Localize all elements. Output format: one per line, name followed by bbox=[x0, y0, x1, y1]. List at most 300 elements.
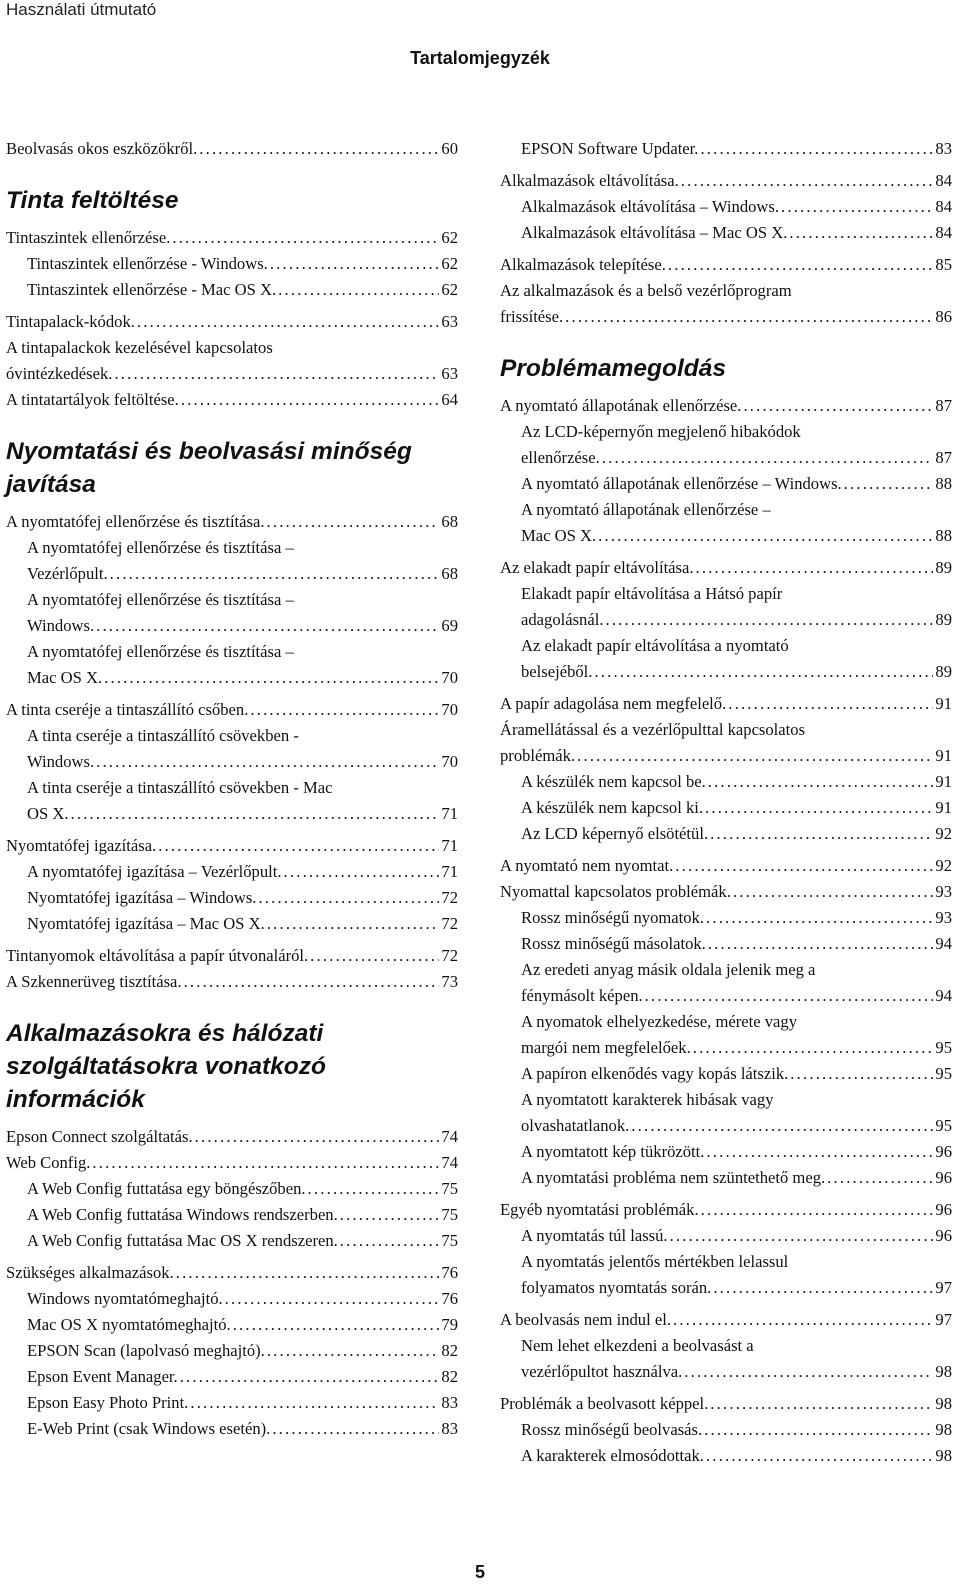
toc-entry-text: Mac OS X nyomtatómeghajtó. bbox=[27, 1315, 231, 1334]
toc-page-number: 83 bbox=[935, 139, 952, 158]
toc-entry[interactable] bbox=[500, 1197, 952, 1223]
toc-entry-text: Epson Easy Photo Print. bbox=[27, 1393, 189, 1412]
toc-entry[interactable] bbox=[6, 277, 458, 303]
toc-entry-text: A nyomtatófej igazítása – Vezérlőpult. bbox=[27, 862, 282, 881]
dot-leader bbox=[272, 1416, 439, 1442]
toc-entry[interactable] bbox=[500, 194, 952, 220]
dot-leader bbox=[137, 309, 440, 335]
toc-page-number: 91 bbox=[935, 694, 952, 713]
toc-entry[interactable] bbox=[500, 471, 952, 497]
toc-page-number: 98 bbox=[935, 1394, 952, 1413]
toc-entry-text: Alkalmazások eltávolítása – Windows. bbox=[521, 197, 780, 216]
toc-page-number: 63 bbox=[441, 312, 458, 331]
toc-entry-text: Tintanyomok eltávolítása a papír útvonaláról. bbox=[6, 946, 309, 965]
toc-entry-text: A Szkennerüveg tisztítása. bbox=[6, 972, 182, 991]
toc-page-number: 95 bbox=[935, 1038, 952, 1057]
dot-leader bbox=[670, 1223, 934, 1249]
dot-leader bbox=[96, 613, 439, 639]
toc-page-number: 84 bbox=[935, 171, 952, 190]
toc-page-number: 96 bbox=[935, 1226, 952, 1245]
toc-entry-text: EPSON Software Updater. bbox=[521, 139, 699, 158]
toc-entry[interactable] bbox=[6, 251, 458, 277]
dot-leader bbox=[181, 387, 440, 413]
toc-page-number: 96 bbox=[935, 1168, 952, 1187]
toc-entry[interactable] bbox=[6, 1176, 458, 1202]
dot-leader bbox=[710, 821, 933, 847]
toc-left-column bbox=[6, 136, 458, 1442]
toc-section-heading bbox=[6, 435, 458, 501]
toc-entry[interactable] bbox=[6, 1312, 458, 1338]
dot-leader bbox=[310, 943, 439, 969]
toc-page-number: 94 bbox=[935, 934, 952, 953]
dot-leader bbox=[71, 801, 440, 827]
toc-entry-text: Alkalmazások telepítése. bbox=[500, 255, 666, 274]
toc-entry-text: A nyomtató állapotának ellenőrzése – bbox=[521, 500, 771, 519]
toc-entry[interactable] bbox=[6, 1286, 458, 1312]
dot-leader bbox=[693, 1035, 934, 1061]
toc-entry-text: E-Web Print (csak Windows esetén). bbox=[27, 1419, 271, 1438]
toc-page-number: 62 bbox=[441, 228, 458, 247]
dot-leader bbox=[790, 1061, 933, 1087]
dot-leader bbox=[645, 983, 934, 1009]
toc-page-number: 75 bbox=[441, 1179, 458, 1198]
dot-leader bbox=[114, 361, 439, 387]
toc-page-number: 98 bbox=[935, 1420, 952, 1439]
dot-leader bbox=[340, 1202, 440, 1228]
dot-leader bbox=[673, 1307, 933, 1333]
toc-page-number: 74 bbox=[441, 1127, 458, 1146]
toc-entry[interactable] bbox=[500, 278, 952, 330]
toc-entry[interactable] bbox=[500, 879, 952, 905]
toc-page-number: 68 bbox=[441, 564, 458, 583]
dot-leader bbox=[172, 225, 439, 251]
toc-entry-text: Web Config. bbox=[6, 1153, 91, 1172]
toc-entry[interactable] bbox=[6, 859, 458, 885]
toc-entry[interactable] bbox=[6, 723, 458, 775]
toc-entry-text: Alkalmazások eltávolítása – Mac OS X. bbox=[521, 223, 788, 242]
toc-entry[interactable] bbox=[500, 393, 952, 419]
dot-leader bbox=[195, 1124, 440, 1150]
toc-page-number: 60 bbox=[441, 139, 458, 158]
dot-leader bbox=[267, 1338, 440, 1364]
toc-page-number: 86 bbox=[935, 307, 952, 326]
toc-entry-text: vezérlőpultot használva. bbox=[521, 1362, 683, 1381]
dot-leader bbox=[340, 1228, 440, 1254]
toc-page-number: 87 bbox=[935, 396, 952, 415]
toc-entry-text: Tintaszintek ellenőrzése - Windows. bbox=[27, 254, 268, 273]
toc-entry[interactable] bbox=[6, 136, 458, 162]
toc-page-number: 85 bbox=[935, 255, 952, 274]
toc-entry[interactable] bbox=[500, 1165, 952, 1191]
dot-leader bbox=[789, 220, 933, 246]
toc-entry-text: Elakadt papír eltávolítása a Hátsó papír bbox=[521, 584, 783, 603]
dot-leader bbox=[675, 853, 933, 879]
toc-page-number: 91 bbox=[935, 798, 952, 817]
toc-entry-text: óvintézkedések. bbox=[6, 364, 113, 383]
toc-page-number: 87 bbox=[935, 448, 952, 467]
toc-entry-text: Szükséges alkalmazások. bbox=[6, 1263, 174, 1282]
toc-entry[interactable] bbox=[500, 1139, 952, 1165]
toc-entry-text: A nyomtatófej ellenőrzése és tisztítása. bbox=[6, 512, 265, 531]
toc-entry[interactable] bbox=[6, 1338, 458, 1364]
toc-entry[interactable] bbox=[500, 905, 952, 931]
toc-entry[interactable] bbox=[500, 1307, 952, 1333]
toc-entry[interactable] bbox=[6, 1364, 458, 1390]
toc-section-heading bbox=[500, 352, 952, 385]
toc-entry-text: Windows. bbox=[27, 752, 95, 771]
toc-entry-text: Az eredeti anyag másik oldala jelenik meg a bbox=[521, 960, 816, 979]
dot-leader bbox=[278, 277, 439, 303]
toc-page-number: 89 bbox=[935, 662, 952, 681]
toc-page-number: 71 bbox=[441, 862, 458, 881]
toc-entry-text: A Web Config futtatása Mac OS X rendszeren. bbox=[27, 1231, 338, 1250]
toc-section-heading bbox=[6, 184, 458, 217]
heading-line: javítása bbox=[6, 471, 96, 498]
toc-page-number: 71 bbox=[441, 836, 458, 855]
toc-page-number: 64 bbox=[441, 390, 458, 409]
heading-line: információk bbox=[6, 1086, 145, 1113]
dot-leader bbox=[684, 1359, 933, 1385]
dot-leader bbox=[267, 911, 440, 937]
toc-entry-text: A nyomtató állapotának ellenőrzése. bbox=[500, 396, 742, 415]
toc-entry[interactable] bbox=[500, 497, 952, 549]
toc-page-number: 63 bbox=[441, 364, 458, 383]
toc-page-number: 98 bbox=[935, 1362, 952, 1381]
dot-leader bbox=[308, 1176, 440, 1202]
toc-page-number: 76 bbox=[441, 1289, 458, 1308]
toc-entry-text: Az elakadt papír eltávolítása. bbox=[500, 558, 694, 577]
toc-entry-text: A nyomtató nem nyomtat. bbox=[500, 856, 674, 875]
toc-page-number: 97 bbox=[935, 1278, 952, 1297]
toc-entry[interactable] bbox=[500, 633, 952, 685]
dot-leader bbox=[631, 1113, 933, 1139]
toc-entry-text: EPSON Scan (lapolvasó meghajtó). bbox=[27, 1341, 265, 1360]
toc-entry[interactable] bbox=[500, 769, 952, 795]
toc-entry-text: A készülék nem kapcsol ki. bbox=[521, 798, 704, 817]
toc-entry[interactable] bbox=[6, 833, 458, 859]
toc-page-number: 74 bbox=[441, 1153, 458, 1172]
toc-entry-text: Nyomtatófej igazítása – Windows. bbox=[27, 888, 257, 907]
toc-page-number: 73 bbox=[441, 972, 458, 991]
toc-entry-text: A nyomtatási probléma nem szüntethető meg. bbox=[521, 1168, 826, 1187]
dot-leader bbox=[713, 1275, 933, 1301]
toc-entry-text: A tinta cseréje a tintaszállító csövekben - bbox=[27, 726, 299, 745]
toc-entry-text: A papíron elkenődés vagy kopás látszik. bbox=[521, 1064, 789, 1083]
toc-entry[interactable] bbox=[6, 1416, 458, 1442]
toc-entry[interactable] bbox=[500, 419, 952, 471]
toc-entry-text: Tintaszintek ellenőrzése - Mac OS X. bbox=[27, 280, 277, 299]
toc-entry-text: Mac OS X. bbox=[27, 668, 103, 687]
toc-entry-text: Rossz minőségű másolatok. bbox=[521, 934, 706, 953]
toc-entry[interactable] bbox=[500, 1223, 952, 1249]
dot-leader bbox=[710, 1391, 933, 1417]
dot-leader bbox=[577, 743, 933, 769]
toc-page-number: 89 bbox=[935, 558, 952, 577]
heading-line: szolgáltatásokra vonatkozó bbox=[6, 1053, 326, 1080]
toc-page-number: 82 bbox=[441, 1341, 458, 1360]
toc-entry-text: Az LCD-képernyőn megjelenő hibakódok bbox=[521, 422, 801, 441]
toc-entry[interactable] bbox=[6, 943, 458, 969]
toc-entry[interactable] bbox=[500, 1087, 952, 1139]
toc-entry[interactable] bbox=[6, 309, 458, 335]
toc-page-number: 83 bbox=[441, 1419, 458, 1438]
dot-leader bbox=[781, 194, 933, 220]
toc-page-number: 75 bbox=[441, 1205, 458, 1224]
toc-entry[interactable] bbox=[6, 639, 458, 691]
toc-page-number: 71 bbox=[441, 804, 458, 823]
toc-entry[interactable] bbox=[6, 1260, 458, 1286]
dot-leader bbox=[743, 393, 933, 419]
heading-line: Nyomtatási és beolvasási minőség bbox=[6, 438, 412, 465]
toc-entry-text: A Web Config futtatása Windows rendszerben. bbox=[27, 1205, 338, 1224]
toc-page-number: 92 bbox=[935, 824, 952, 843]
toc-entry-text: A tintatartályok feltöltése. bbox=[6, 390, 179, 409]
toc-entry-text: Tintaszintek ellenőrzése. bbox=[6, 228, 171, 247]
toc-entry-text: problémák. bbox=[500, 746, 576, 765]
toc-entry[interactable] bbox=[6, 225, 458, 251]
heading-line: Tinta feltöltése bbox=[6, 187, 179, 214]
toc-entry-text: Nyomtatófej igazítása – Mac OS X. bbox=[27, 914, 265, 933]
toc-entry-text: Windows. bbox=[27, 616, 95, 635]
toc-entry-text: A papír adagolása nem megfelelő. bbox=[500, 694, 727, 713]
toc-entry[interactable] bbox=[500, 1443, 952, 1469]
toc-entry-text: Az elakadt papír eltávolítása a nyomtató bbox=[521, 636, 789, 655]
toc-entry-text: Az alkalmazások és a belső vezérlőprogram bbox=[500, 281, 792, 300]
toc-entry-text: A készülék nem kapcsol be. bbox=[521, 772, 706, 791]
toc-entry[interactable] bbox=[500, 1009, 952, 1061]
dot-leader bbox=[270, 251, 440, 277]
toc-entry[interactable] bbox=[500, 1391, 952, 1417]
toc-page-number: 91 bbox=[935, 746, 952, 765]
toc-entry[interactable] bbox=[6, 1390, 458, 1416]
toc-entry-text: A tintapalackok kezelésével kapcsolatos bbox=[6, 338, 273, 357]
toc-entry[interactable] bbox=[500, 581, 952, 633]
toc-page-number: 72 bbox=[441, 914, 458, 933]
toc-page-number: 84 bbox=[935, 223, 952, 242]
toc-entry[interactable] bbox=[500, 957, 952, 1009]
dot-leader bbox=[605, 607, 933, 633]
toc-entry[interactable] bbox=[500, 555, 952, 581]
dot-leader bbox=[565, 304, 933, 330]
toc-entry[interactable] bbox=[500, 252, 952, 278]
toc-entry[interactable] bbox=[6, 969, 458, 995]
dot-leader bbox=[728, 691, 933, 717]
toc-page-number: 83 bbox=[441, 1393, 458, 1412]
dot-leader bbox=[199, 136, 439, 162]
dot-leader bbox=[284, 859, 440, 885]
toc-entry-text: A nyomtatófej ellenőrzése és tisztítása – bbox=[27, 538, 294, 557]
toc-entry-text: A nyomtatás jelentős mértékben lelassul bbox=[521, 1252, 789, 1271]
toc-entry[interactable] bbox=[6, 911, 458, 937]
dot-leader bbox=[827, 1165, 933, 1191]
toc-entry[interactable] bbox=[500, 931, 952, 957]
toc-entry[interactable] bbox=[6, 1202, 458, 1228]
toc-entry[interactable] bbox=[500, 821, 952, 847]
dot-leader bbox=[701, 1197, 934, 1223]
toc-entry-text: Nyomattal kapcsolatos problémák. bbox=[500, 882, 731, 901]
dot-leader bbox=[104, 665, 439, 691]
dot-leader bbox=[844, 471, 934, 497]
toc-entry[interactable] bbox=[6, 509, 458, 535]
toc-page-number: 68 bbox=[441, 512, 458, 531]
toc-entry-text: Problémák a beolvasott képpel. bbox=[500, 1394, 709, 1413]
dot-leader bbox=[267, 509, 440, 535]
toc-page-number: 95 bbox=[935, 1116, 952, 1135]
toc-page-number: 93 bbox=[935, 882, 952, 901]
toc-page-number: 97 bbox=[935, 1310, 952, 1329]
toc-page-number: 70 bbox=[441, 668, 458, 687]
toc-page-number: 98 bbox=[935, 1446, 952, 1465]
toc-entry[interactable] bbox=[500, 220, 952, 246]
toc-entry[interactable] bbox=[6, 587, 458, 639]
toc-entry-text: A nyomtatófej ellenőrzése és tisztítása – bbox=[27, 590, 294, 609]
toc-entry-text: Epson Event Manager. bbox=[27, 1367, 178, 1386]
running-header: Használati útmutató bbox=[6, 0, 157, 19]
toc-entry-text: Alkalmazások eltávolítása. bbox=[500, 171, 679, 190]
dot-leader bbox=[700, 136, 933, 162]
toc-entry-text: margói nem megfelelőek. bbox=[521, 1038, 691, 1057]
toc-page-number: 70 bbox=[441, 752, 458, 771]
dot-leader bbox=[110, 561, 440, 587]
toc-entry[interactable] bbox=[6, 387, 458, 413]
toc-page-number: 96 bbox=[935, 1142, 952, 1161]
toc-entry-text: folyamatos nyomtatás során. bbox=[521, 1278, 712, 1297]
toc-entry[interactable] bbox=[6, 535, 458, 587]
dot-leader bbox=[92, 1150, 439, 1176]
toc-entry[interactable] bbox=[6, 1228, 458, 1254]
dot-leader bbox=[158, 833, 439, 859]
dot-leader bbox=[180, 1364, 440, 1390]
toc-entry[interactable] bbox=[6, 775, 458, 827]
dot-leader bbox=[233, 1312, 440, 1338]
heading-line: Problémamegoldás bbox=[500, 355, 727, 382]
toc-entry-text: A tinta cseréje a tintaszállító csőben. bbox=[6, 700, 249, 719]
toc-entry-text: frissítése. bbox=[500, 307, 564, 326]
toc-page-number: 79 bbox=[441, 1315, 458, 1334]
dot-leader bbox=[706, 1139, 933, 1165]
dot-leader bbox=[668, 252, 934, 278]
toc-page-number: 89 bbox=[935, 610, 952, 629]
dot-leader bbox=[681, 168, 934, 194]
dot-leader bbox=[706, 1443, 933, 1469]
toc-entry[interactable] bbox=[500, 853, 952, 879]
toc-entry-text: Mac OS X. bbox=[521, 526, 597, 545]
dot-leader bbox=[96, 749, 439, 775]
toc-page-number: 72 bbox=[441, 946, 458, 965]
toc-entry[interactable] bbox=[500, 795, 952, 821]
toc-page-number: 93 bbox=[935, 908, 952, 927]
toc-entry[interactable] bbox=[500, 691, 952, 717]
toc-right-column bbox=[500, 136, 952, 1469]
toc-page-number: 69 bbox=[441, 616, 458, 635]
toc-entry[interactable] bbox=[500, 168, 952, 194]
dot-leader bbox=[705, 795, 933, 821]
toc-page-number: 62 bbox=[441, 280, 458, 299]
toc-entry-text: A Web Config futtatása egy böngészőben. bbox=[27, 1179, 306, 1198]
dot-leader bbox=[190, 1390, 439, 1416]
toc-page-number: 91 bbox=[935, 772, 952, 791]
dot-leader bbox=[706, 905, 933, 931]
toc-entry-text: olvashatatlanok. bbox=[521, 1116, 630, 1135]
toc-entry-text: Rossz minőségű beolvasás. bbox=[521, 1420, 703, 1439]
toc-entry-text: A nyomtatás túl lassú. bbox=[521, 1226, 668, 1245]
dot-leader bbox=[258, 885, 439, 911]
toc-page-number: 94 bbox=[935, 986, 952, 1005]
dot-leader bbox=[184, 969, 440, 995]
toc-entry[interactable] bbox=[500, 136, 952, 162]
toc-page-number: 95 bbox=[935, 1064, 952, 1083]
toc-entry-text: Áramellátással és a vezérlőpulttal kapcsolatos bbox=[500, 720, 806, 739]
heading-line: Alkalmazásokra és hálózati bbox=[6, 1020, 324, 1047]
dot-leader bbox=[598, 523, 933, 549]
dot-leader bbox=[176, 1260, 440, 1286]
toc-entry-text: Rossz minőségű nyomatok. bbox=[521, 908, 704, 927]
toc-entry-text: Az LCD képernyő elsötétül. bbox=[521, 824, 709, 843]
toc-entry-text: A nyomtató állapotának ellenőrzése – Windows. bbox=[521, 474, 842, 493]
dot-leader bbox=[708, 769, 934, 795]
toc-entry-text: fénymásolt képen. bbox=[521, 986, 643, 1005]
toc-entry[interactable] bbox=[6, 1124, 458, 1150]
toc-entry-text: Nyomtatófej igazítása. bbox=[6, 836, 157, 855]
toc-entry[interactable] bbox=[6, 335, 458, 387]
toc-entry-text: Egyéb nyomtatási problémák. bbox=[500, 1200, 699, 1219]
toc-entry-text: A nyomatok elhelyezkedése, mérete vagy bbox=[521, 1012, 797, 1031]
dot-leader bbox=[733, 879, 934, 905]
toc-entry-text: A nyomtatott karakterek hibásak vagy bbox=[521, 1090, 774, 1109]
toc-entry-text: Vezérlőpult. bbox=[27, 564, 108, 583]
toc-entry-text: A tinta cseréje a tintaszállító csövekben - Mac bbox=[27, 778, 333, 797]
toc-page-number: 92 bbox=[935, 856, 952, 875]
toc-entry-text: belsejéből. bbox=[521, 662, 593, 681]
dot-leader bbox=[708, 931, 934, 957]
toc-section-heading bbox=[6, 1017, 458, 1116]
toc-entry[interactable] bbox=[500, 1249, 952, 1301]
toc-page-number: 76 bbox=[441, 1263, 458, 1282]
toc-entry-text: A karakterek elmosódottak. bbox=[521, 1446, 704, 1465]
toc-entry-text: OS X. bbox=[27, 804, 69, 823]
toc-entry[interactable] bbox=[500, 1061, 952, 1087]
toc-page-number: 96 bbox=[935, 1200, 952, 1219]
page-number: 5 bbox=[474, 1562, 485, 1582]
toc-entry[interactable] bbox=[6, 697, 458, 723]
toc-entry-text: Beolvasás okos eszközökről. bbox=[6, 139, 198, 158]
toc-page-number: 75 bbox=[441, 1231, 458, 1250]
toc-entry-text: Epson Connect szolgáltatás. bbox=[6, 1127, 193, 1146]
toc-entry-text: Tintapalack-kódok. bbox=[6, 312, 135, 331]
toc-entry[interactable] bbox=[500, 1417, 952, 1443]
toc-entry-text: Nem lehet elkezdeni a beolvasást a bbox=[521, 1336, 754, 1355]
toc-entry[interactable] bbox=[500, 717, 952, 769]
toc-page-number: 62 bbox=[441, 254, 458, 273]
dot-leader bbox=[704, 1417, 933, 1443]
toc-page-number: 88 bbox=[935, 526, 952, 545]
dot-leader bbox=[225, 1286, 440, 1312]
toc-page-number: 70 bbox=[441, 700, 458, 719]
toc-entry[interactable] bbox=[6, 1150, 458, 1176]
toc-entry-text: A beolvasás nem indul el. bbox=[500, 1310, 671, 1329]
toc-entry-text: ellenőrzése. bbox=[521, 448, 600, 467]
dot-leader bbox=[250, 697, 439, 723]
section-title: Tartalomjegyzék bbox=[410, 48, 550, 68]
toc-entry-text: adagolásnál. bbox=[521, 610, 604, 629]
toc-entry[interactable] bbox=[6, 885, 458, 911]
toc-entry-text: A nyomtatott kép tükrözött. bbox=[521, 1142, 705, 1161]
toc-entry-text: A nyomtatófej ellenőrzése és tisztítása – bbox=[27, 642, 294, 661]
toc-page-number: 84 bbox=[935, 197, 952, 216]
toc-entry[interactable] bbox=[500, 1333, 952, 1385]
dot-leader bbox=[594, 659, 933, 685]
toc-page-number: 88 bbox=[935, 474, 952, 493]
